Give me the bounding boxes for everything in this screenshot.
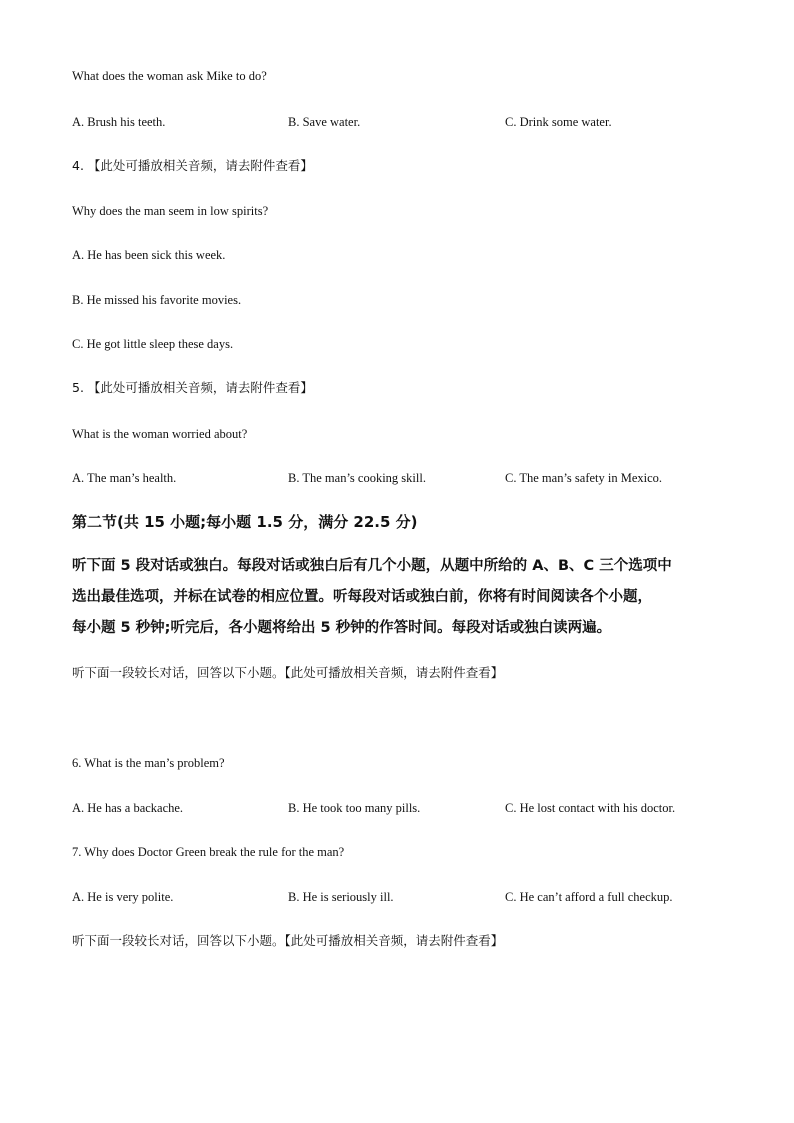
instruction-line-3: 每小题 5 秒钟;听完后，各小题将给出 5 秒钟的作答时间。每段对话或独白读两遍。	[72, 620, 612, 636]
q3-question: What does the woman ask Mike to do?	[72, 69, 267, 83]
dialog-intro-2: 听下面一段较长对话，回答以下小题。【此处可播放相关音频，请去附件查看】	[72, 933, 504, 948]
instruction-line-1: 听下面 5 段对话或独白。每段对话或独白后有几个小题，从题中所给的 A、B、C 三个选项中	[72, 558, 672, 574]
q7-option-c: C. He can’t afford a full checkup.	[505, 890, 673, 904]
section-instructions	[72, 551, 732, 644]
q6-question: 6. What is the man’s problem?	[72, 756, 225, 770]
q7-question: 7. Why does Doctor Green break the rule for the man?	[72, 845, 345, 859]
q5-question: What is the woman worried about?	[72, 427, 248, 441]
q4-option-b: B. He missed his favorite movies.	[72, 293, 242, 307]
q6-option-c: C. He lost contact with his doctor.	[505, 801, 676, 815]
q3-options	[72, 114, 752, 130]
q6-option-b: B. He took too many pills.	[288, 801, 421, 815]
q7-options	[72, 889, 752, 905]
q3-option-a: A. Brush his teeth.	[72, 115, 166, 129]
q5-option-b: B. The man’s cooking skill.	[288, 471, 426, 485]
q5-option-c: C. The man’s safety in Mexico.	[505, 471, 663, 485]
dialog-intro-1: 听下面一段较长对话，回答以下小题。【此处可播放相关音频，请去附件查看】	[72, 665, 504, 680]
q4-option-c: C. He got little sleep these days.	[72, 337, 234, 351]
q3-option-b: B. Save water.	[288, 115, 361, 129]
q5-option-a: A. The man’s health.	[72, 471, 177, 485]
q5-header: 5. 【此处可播放相关音频，请去附件查看】	[72, 380, 313, 395]
q5-options	[72, 470, 752, 486]
q6-option-a: A. He has a backache.	[72, 801, 184, 815]
q4-question: Why does the man seem in low spirits?	[72, 204, 269, 218]
q7-option-a: A. He is very polite.	[72, 890, 174, 904]
instruction-line-2: 选出最佳选项，并标在试卷的相应位置。听每段对话或独白前，你将有时间阅读各个小题，	[72, 589, 652, 605]
q4-option-a: A. He has been sick this week.	[72, 248, 226, 262]
q3-option-c: C. Drink some water.	[505, 115, 612, 129]
q4-header: 4. 【此处可播放相关音频，请去附件查看】	[72, 158, 313, 173]
q6-options	[72, 800, 752, 816]
section-title: 第二节(共 15 小题;每小题 1.5 分，满分 22.5 分)	[72, 513, 418, 531]
q7-option-b: B. He is seriously ill.	[288, 890, 394, 904]
